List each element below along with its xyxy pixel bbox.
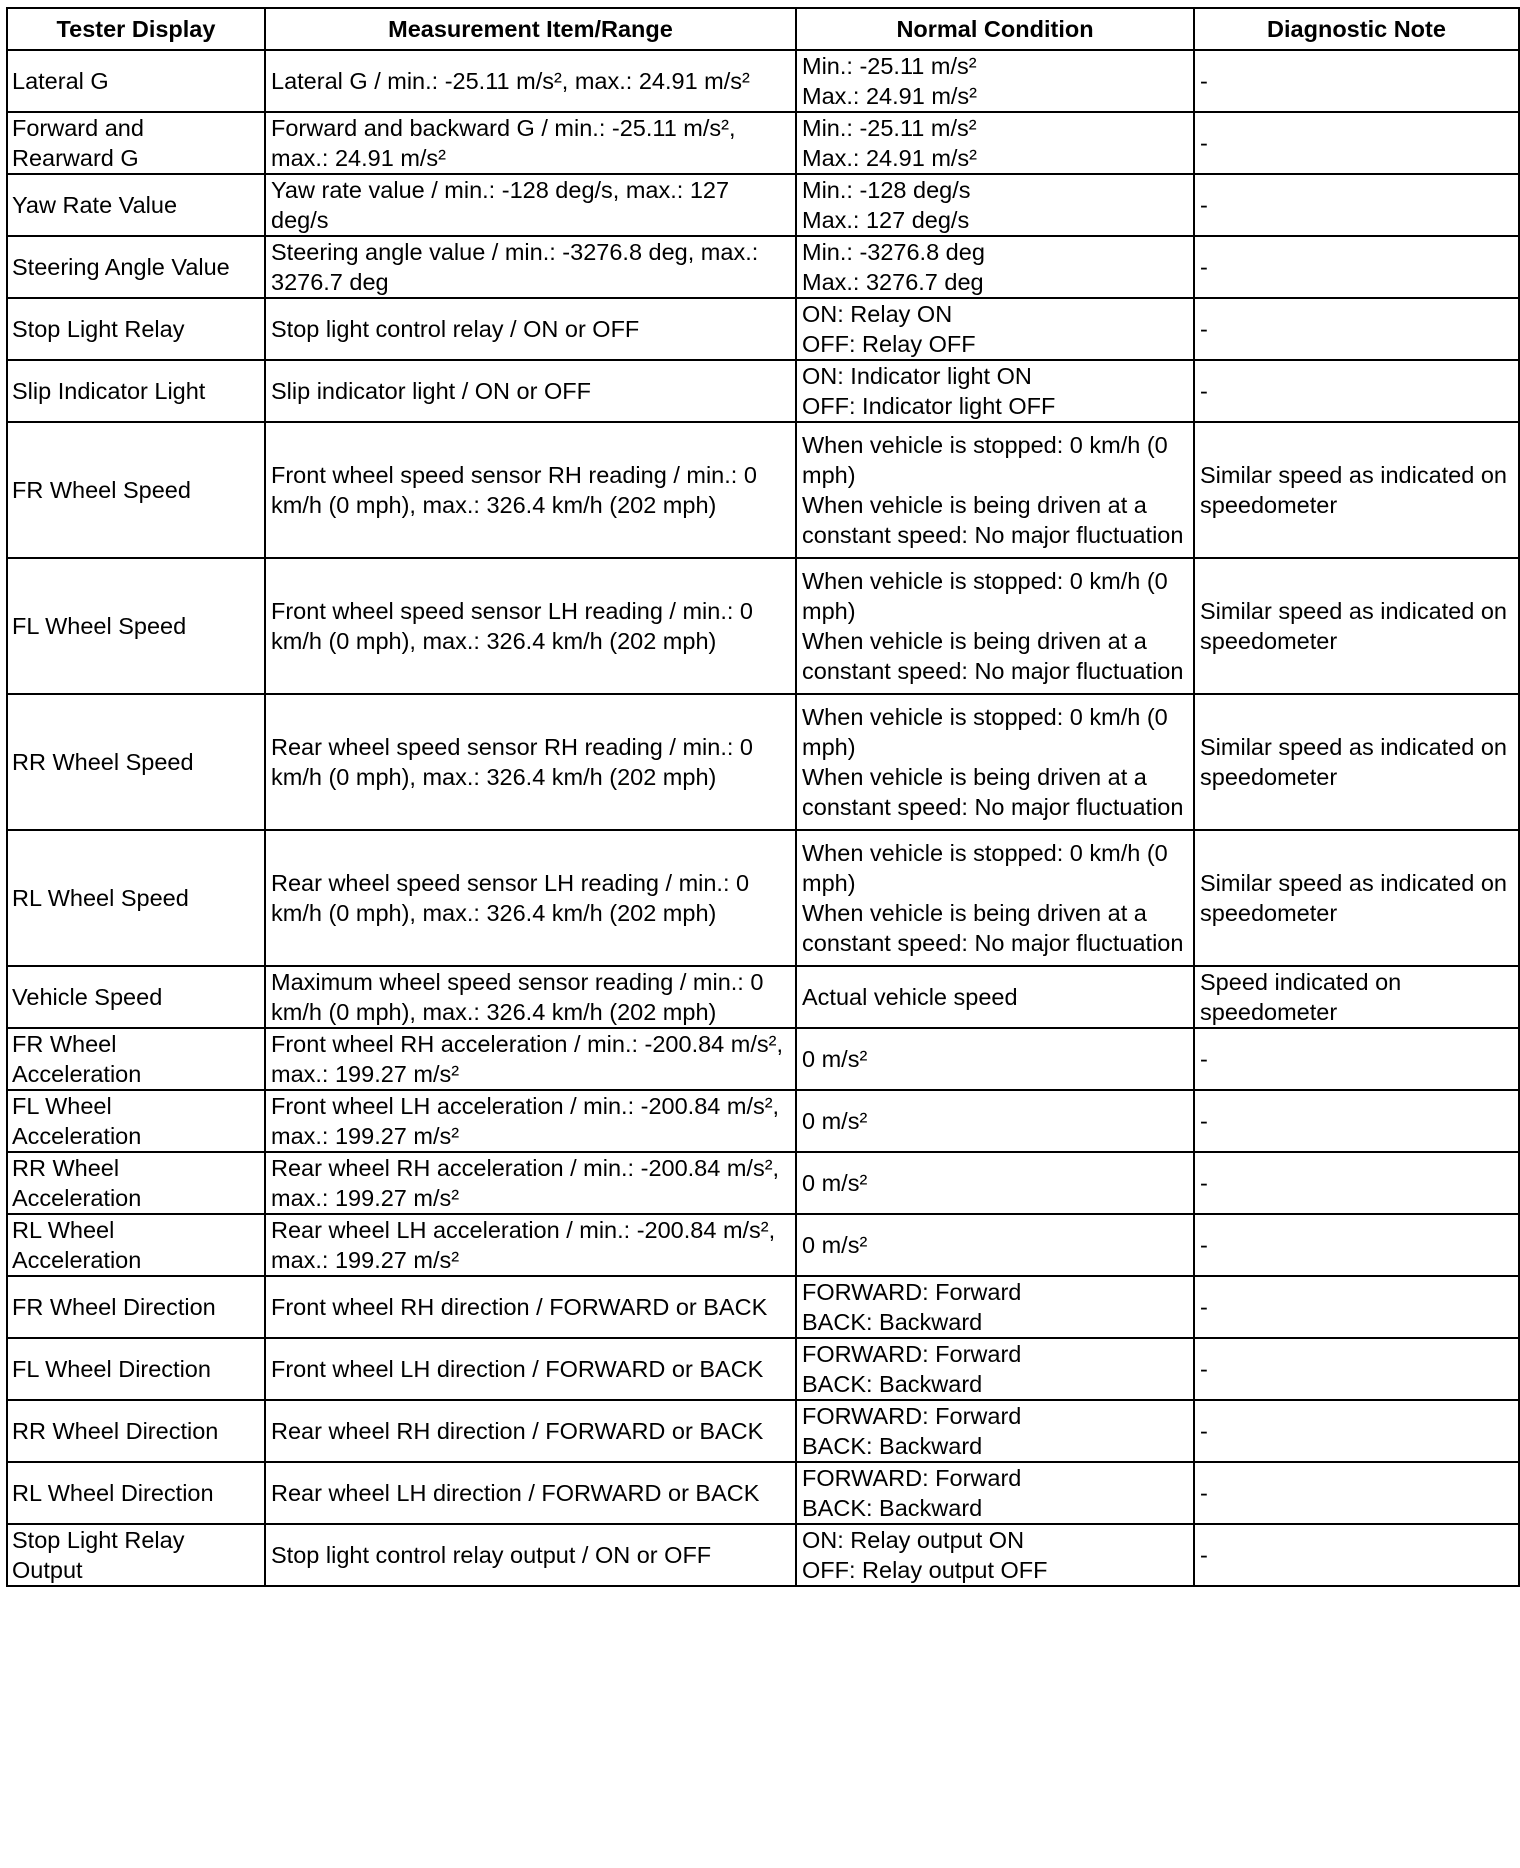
tester-display-cell: FR Wheel Direction [7,1276,265,1338]
measurement-cell: Front wheel LH acceleration / min.: -200.84 m/s², max.: 199.27 m/s² [265,1090,796,1152]
tester-display-cell: Yaw Rate Value [7,174,265,236]
table-row [7,50,1519,112]
measurement-cell: Forward and backward G / min.: -25.11 m/s², max.: 24.91 m/s² [265,112,796,174]
diagnostic-note-cell: - [1194,1338,1519,1400]
normal-condition-cell: FORWARD: Forward BACK: Backward [796,1400,1194,1462]
diagnostic-note-cell: - [1194,174,1519,236]
tester-display-cell: RL Wheel Acceleration [7,1214,265,1276]
tester-display-cell: FL Wheel Acceleration [7,1090,265,1152]
tester-display-cell: Slip Indicator Light [7,360,265,422]
measurement-cell: Stop light control relay / ON or OFF [265,298,796,360]
measurement-cell: Yaw rate value / min.: -128 deg/s, max.: 127 deg/s [265,174,796,236]
diagnostic-note-cell: Similar speed as indicated on speedometer [1194,830,1519,966]
tester-display-cell: Forward and Rearward G [7,112,265,174]
data-list-document [6,7,1518,1587]
measurement-cell: Maximum wheel speed sensor reading / min.: 0 km/h (0 mph), max.: 326.4 km/h (202 mph) [265,966,796,1028]
table-row [7,422,1519,558]
measurement-cell: Front wheel RH acceleration / min.: -200.84 m/s², max.: 199.27 m/s² [265,1028,796,1090]
normal-condition-cell: When vehicle is stopped: 0 km/h (0 mph) When vehicle is being driven at a constant speed: No major fluctuation [796,558,1194,694]
diagnostic-note-cell: - [1194,1090,1519,1152]
diagnostic-note-cell: Speed indicated on speedometer [1194,966,1519,1028]
diagnostic-note-cell: Similar speed as indicated on speedometer [1194,558,1519,694]
measurement-cell: Rear wheel RH direction / FORWARD or BACK [265,1400,796,1462]
header-diagnostic-note: Diagnostic Note [1194,8,1519,50]
diagnostic-note-cell: - [1194,1400,1519,1462]
measurement-cell: Front wheel LH direction / FORWARD or BACK [265,1338,796,1400]
tester-display-cell: FR Wheel Speed [7,422,265,558]
table-row [7,694,1519,830]
measurement-cell: Front wheel speed sensor LH reading / min.: 0 km/h (0 mph), max.: 326.4 km/h (202 mph) [265,558,796,694]
measurement-cell: Slip indicator light / ON or OFF [265,360,796,422]
table-row [7,1276,1519,1338]
tester-display-cell: Stop Light Relay Output [7,1524,265,1586]
table-row [7,1338,1519,1400]
measurement-cell: Rear wheel RH acceleration / min.: -200.84 m/s², max.: 199.27 m/s² [265,1152,796,1214]
normal-condition-cell: Min.: -25.11 m/s² Max.: 24.91 m/s² [796,50,1194,112]
normal-condition-cell: Min.: -128 deg/s Max.: 127 deg/s [796,174,1194,236]
header-normal-condition: Normal Condition [796,8,1194,50]
table-row [7,558,1519,694]
table-row [7,1214,1519,1276]
normal-condition-cell: Min.: -25.11 m/s² Max.: 24.91 m/s² [796,112,1194,174]
normal-condition-cell: ON: Indicator light ON OFF: Indicator light OFF [796,360,1194,422]
normal-condition-cell: Min.: -3276.8 deg Max.: 3276.7 deg [796,236,1194,298]
normal-condition-cell: FORWARD: Forward BACK: Backward [796,1338,1194,1400]
table-row [7,174,1519,236]
measurement-cell: Rear wheel LH direction / FORWARD or BACK [265,1462,796,1524]
measurement-cell: Rear wheel speed sensor LH reading / min.: 0 km/h (0 mph), max.: 326.4 km/h (202 mph) [265,830,796,966]
normal-condition-cell: 0 m/s² [796,1028,1194,1090]
data-list-table [6,7,1520,1587]
table-row [7,1028,1519,1090]
header-measurement-item-range: Measurement Item/Range [265,8,796,50]
normal-condition-cell: When vehicle is stopped: 0 km/h (0 mph) When vehicle is being driven at a constant speed: No major fluctuation [796,694,1194,830]
tester-display-cell: FL Wheel Direction [7,1338,265,1400]
normal-condition-cell: ON: Relay output ON OFF: Relay output OFF [796,1524,1194,1586]
diagnostic-note-cell: - [1194,1462,1519,1524]
normal-condition-cell: When vehicle is stopped: 0 km/h (0 mph) When vehicle is being driven at a constant speed: No major fluctuation [796,422,1194,558]
table-row [7,830,1519,966]
measurement-cell: Front wheel speed sensor RH reading / min.: 0 km/h (0 mph), max.: 326.4 km/h (202 mph) [265,422,796,558]
table-row [7,966,1519,1028]
tester-display-cell: FR Wheel Acceleration [7,1028,265,1090]
measurement-cell: Stop light control relay output / ON or OFF [265,1524,796,1586]
table-row [7,1462,1519,1524]
table-row [7,1152,1519,1214]
diagnostic-note-cell: - [1194,1152,1519,1214]
normal-condition-cell: FORWARD: Forward BACK: Backward [796,1462,1194,1524]
tester-display-cell: FL Wheel Speed [7,558,265,694]
diagnostic-note-cell: - [1194,360,1519,422]
normal-condition-cell: When vehicle is stopped: 0 km/h (0 mph) When vehicle is being driven at a constant speed: No major fluctuation [796,830,1194,966]
table-row [7,1090,1519,1152]
diagnostic-note-cell: - [1194,1028,1519,1090]
measurement-cell: Lateral G / min.: -25.11 m/s², max.: 24.91 m/s² [265,50,796,112]
measurement-cell: Front wheel RH direction / FORWARD or BACK [265,1276,796,1338]
measurement-cell: Rear wheel speed sensor RH reading / min.: 0 km/h (0 mph), max.: 326.4 km/h (202 mph) [265,694,796,830]
tester-display-cell: RL Wheel Speed [7,830,265,966]
tester-display-cell: Vehicle Speed [7,966,265,1028]
normal-condition-cell: 0 m/s² [796,1152,1194,1214]
table-row [7,360,1519,422]
diagnostic-note-cell: - [1194,112,1519,174]
diagnostic-note-cell: Similar speed as indicated on speedometer [1194,694,1519,830]
diagnostic-note-cell: - [1194,298,1519,360]
table-body [7,50,1519,1586]
diagnostic-note-cell: - [1194,236,1519,298]
tester-display-cell: RR Wheel Speed [7,694,265,830]
measurement-cell: Rear wheel LH acceleration / min.: -200.84 m/s², max.: 199.27 m/s² [265,1214,796,1276]
table-row [7,1524,1519,1586]
tester-display-cell: RR Wheel Acceleration [7,1152,265,1214]
diagnostic-note-cell: - [1194,1276,1519,1338]
tester-display-cell: RL Wheel Direction [7,1462,265,1524]
tester-display-cell: RR Wheel Direction [7,1400,265,1462]
diagnostic-note-cell: - [1194,50,1519,112]
header-tester-display: Tester Display [7,8,265,50]
diagnostic-note-cell: Similar speed as indicated on speedometer [1194,422,1519,558]
diagnostic-note-cell: - [1194,1214,1519,1276]
normal-condition-cell: ON: Relay ON OFF: Relay OFF [796,298,1194,360]
normal-condition-cell: 0 m/s² [796,1214,1194,1276]
measurement-cell: Steering angle value / min.: -3276.8 deg, max.: 3276.7 deg [265,236,796,298]
tester-display-cell: Stop Light Relay [7,298,265,360]
table-row [7,236,1519,298]
tester-display-cell: Lateral G [7,50,265,112]
normal-condition-cell: FORWARD: Forward BACK: Backward [796,1276,1194,1338]
table-row [7,112,1519,174]
normal-condition-cell: 0 m/s² [796,1090,1194,1152]
diagnostic-note-cell: - [1194,1524,1519,1586]
table-row [7,298,1519,360]
normal-condition-cell: Actual vehicle speed [796,966,1194,1028]
table-row [7,1400,1519,1462]
tester-display-cell: Steering Angle Value [7,236,265,298]
table-header-row [7,8,1519,50]
